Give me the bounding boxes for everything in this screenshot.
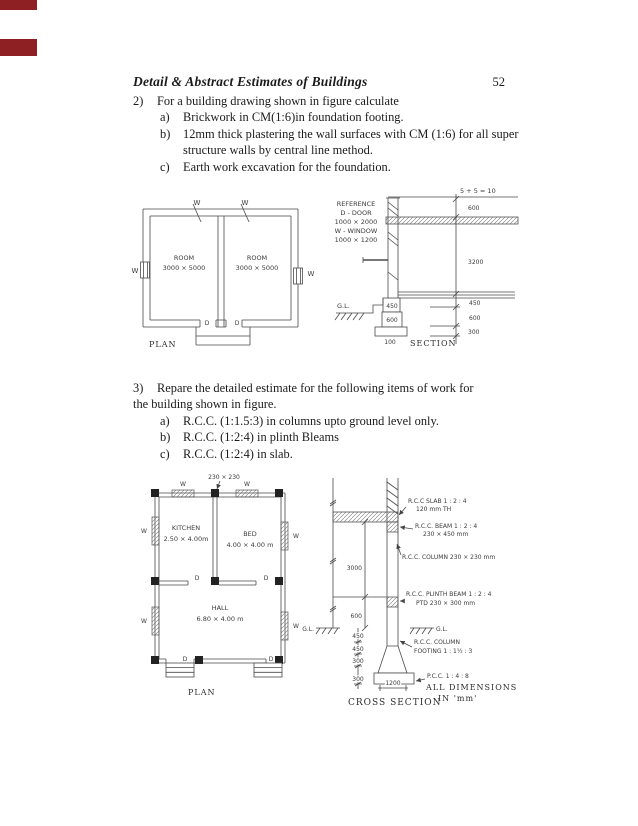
ground-level-label-right: G.L. — [436, 626, 448, 633]
window-label: W — [241, 199, 249, 207]
reference-title: REFERENCE — [336, 200, 376, 208]
item-c-label: c) — [160, 159, 170, 174]
question-2-number: 2) — [133, 94, 144, 108]
wall-dim-450: 450 — [386, 303, 398, 310]
footing-dim-100: 100 — [384, 339, 396, 346]
dim-3000: 3000 — [346, 565, 362, 572]
figure2-plan-steps — [166, 663, 282, 677]
column-note: R.C.C. COLUMN 230 × 230 mm — [402, 554, 496, 561]
cross-section-caption: CROSS SECTION — [348, 698, 442, 708]
hall-size: 6.80 × 4.00 m — [196, 615, 244, 623]
all-dimensions-note-line1: ALL DIMENSIONS — [426, 683, 518, 692]
item-b-text: R.C.C. (1:2:4) in plinth Bleams — [183, 430, 339, 445]
figure1-section-reference-note — [335, 200, 378, 244]
door-label: D — [182, 656, 188, 663]
question-3-number: 3) — [133, 381, 144, 395]
column-size-note: 230 × 230 — [208, 474, 240, 481]
section-caption: SECTION — [410, 339, 457, 348]
plan-caption: PLAN — [149, 340, 177, 349]
figure1-plan-labels — [132, 199, 315, 349]
dim-600-bottom: 600 — [469, 315, 481, 322]
reference-window: W - WINDOW — [334, 227, 378, 235]
item-b-label: b) — [160, 126, 171, 141]
dim-450-a: 450 — [352, 633, 364, 640]
figure2-xs-ground — [316, 628, 434, 634]
item-a-text: R.C.C. (1:1.5:3) in columns upto ground level only. — [183, 413, 439, 428]
door-label: D — [268, 656, 274, 663]
dim-450: 450 — [469, 300, 481, 307]
dim-600: 600 — [350, 613, 362, 620]
page-header — [133, 74, 505, 90]
item-a-label: a) — [160, 110, 170, 125]
all-dimensions-note-line2: IN 'mm' — [438, 694, 478, 703]
window-label: W — [141, 618, 147, 625]
window-label: W — [131, 267, 139, 275]
bed-size: 4.00 × 4.00 m — [226, 541, 274, 549]
dim-1200: 1200 — [385, 680, 401, 687]
footing-note-line2: FOOTING 1 : 1½ : 3 — [414, 648, 473, 655]
dim-300-b: 300 — [352, 676, 364, 683]
parapet-dimension: 5 + 5 = 10 — [460, 187, 496, 195]
wall-dim-600: 600 — [386, 317, 398, 324]
kitchen-size: 2.50 × 4.00m — [163, 535, 209, 543]
item-a-text: Brickwork in CM(1:6)in foundation footing. — [183, 110, 404, 125]
scan-artifact-bar-top — [0, 0, 37, 10]
dim-600-top: 600 — [468, 205, 480, 212]
door-label: D — [194, 575, 200, 582]
figure1-plan-porch-steps — [196, 327, 250, 345]
question-3 — [133, 380, 526, 462]
item-b-label: b) — [160, 430, 171, 445]
item-c-label: c) — [160, 446, 170, 461]
window-label: W — [293, 623, 299, 630]
item-c-text: Earth work excavation for the foundation. — [183, 159, 391, 174]
ground-level-label: G.L. — [337, 302, 350, 310]
item-c-text: R.C.C. (1:2:4) in slab. — [183, 446, 293, 461]
plinth-note-line2: PTD 230 × 300 mm — [416, 600, 476, 607]
room-name: ROOM — [173, 254, 195, 262]
question-3-intro-line2: the building shown in figure. — [133, 397, 277, 412]
slab-note-line2: 120 mm TH — [416, 506, 452, 513]
window-label: W — [293, 533, 299, 540]
room-size: 3000 × 5000 — [162, 264, 206, 272]
window-label: W — [307, 270, 315, 278]
plinth-note-line1: R.C.C. PLINTH BEAM 1 : 2 : 4 — [406, 591, 492, 598]
pcc-note: P.C.C. 1 : 4 : 8 — [427, 673, 469, 680]
beam-note-line2: 230 × 450 mm — [423, 531, 469, 538]
question-2 — [133, 93, 526, 175]
door-label: D — [263, 575, 269, 582]
figure1-section-dimension-line — [388, 194, 518, 344]
hall-name: HALL — [211, 604, 229, 612]
kitchen-name: KITCHEN — [171, 524, 201, 532]
item-b-text: 12mm thick plastering the wall surfaces with CM (1:6) for all super structure walls by central line method. — [183, 126, 519, 158]
question-2-intro: For a building drawing shown in figure calculate — [157, 94, 399, 108]
item-a-label: a) — [160, 413, 170, 428]
figure2-xs-structure — [330, 478, 414, 684]
dim-450-b: 450 — [352, 646, 364, 653]
window-label: W — [193, 199, 201, 207]
figure-2 — [140, 470, 532, 720]
room-name: ROOM — [246, 254, 268, 262]
slab-note-line1: R.C.C SLAB 1 : 2 : 4 — [408, 498, 467, 505]
door-label: D — [204, 320, 210, 327]
scan-artifact-bar-second — [0, 39, 37, 56]
page-number: 52 — [492, 75, 505, 89]
reference-window-size: 1000 × 1200 — [334, 236, 378, 244]
window-label: W — [180, 481, 186, 488]
beam-note-line1: R.C.C. BEAM 1 : 2 : 4 — [415, 523, 478, 530]
figure-1 — [130, 184, 530, 364]
dim-3200: 3200 — [468, 259, 484, 266]
footing-note-line1: R.C.C. COLUMN — [414, 639, 460, 646]
window-label: W — [141, 528, 147, 535]
dim-300: 300 — [468, 329, 480, 336]
door-label: D — [234, 320, 240, 327]
dim-300-a: 300 — [352, 658, 364, 665]
window-label: W — [244, 481, 250, 488]
question-3-intro-line1: Repare the detailed estimate for the following items of work for — [157, 381, 474, 395]
ground-level-label-left: G.L. — [302, 626, 314, 633]
bed-name: BED — [243, 530, 257, 538]
plan-caption: PLAN — [188, 688, 216, 697]
figure1-section-wall — [363, 198, 518, 298]
reference-door: D - DOOR — [340, 209, 372, 217]
room-size: 3000 × 5000 — [235, 264, 279, 272]
page-title: Detail & Abstract Estimates of Buildings — [133, 74, 368, 89]
reference-door-size: 1000 × 2000 — [334, 218, 378, 226]
